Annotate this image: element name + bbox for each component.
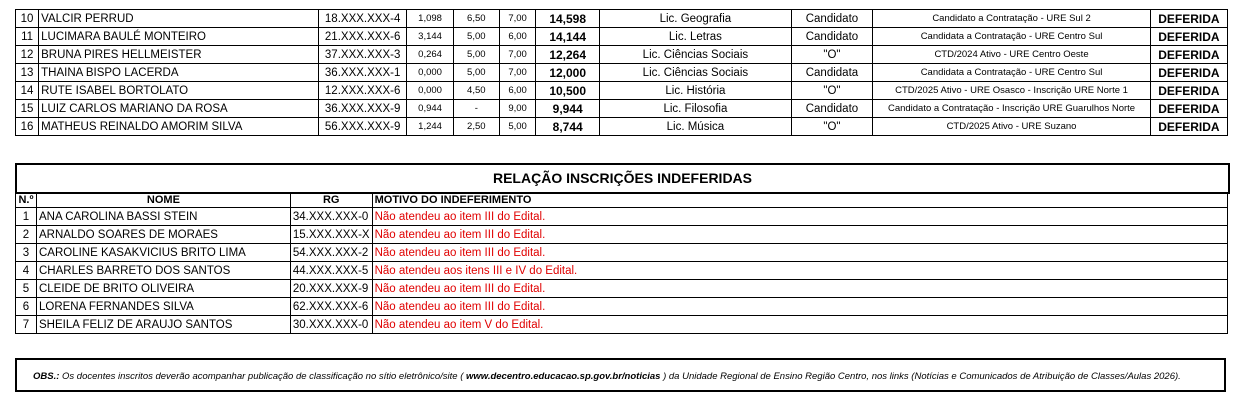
situation-detail: Candidata a Contratação - URE Centro Sul [873, 64, 1151, 82]
candidate-rg: 56.XXX.XXX-9 [318, 118, 407, 136]
obs-label: OBS.: [33, 371, 60, 382]
score-2: 5,00 [453, 28, 499, 46]
score-1: 1,244 [407, 118, 453, 136]
candidate-name: MATHEUS REINALDO AMORIM SILVA [39, 118, 319, 136]
row-number: 14 [16, 82, 39, 100]
approved-table [15, 9, 1228, 136]
candidate-name: BRUNA PIRES HELLMEISTER [39, 46, 319, 64]
row-number: 4 [16, 262, 37, 280]
status-deferida: DEFERIDA [1150, 64, 1227, 82]
candidate-rg: 18.XXX.XXX-4 [318, 10, 407, 28]
candidate-rg: 30.XXX.XXX-0 [290, 316, 372, 334]
degree: Lic. Geografia [600, 10, 792, 28]
degree: Lic. Letras [600, 28, 792, 46]
candidate-rg: 36.XXX.XXX-9 [318, 100, 407, 118]
row-number: 11 [16, 28, 39, 46]
obs-text-1: Os docentes inscritos deverão acompanhar publicação de classificação no sítio eletrônico/site ( [59, 371, 466, 382]
candidate-name: CLEIDE DE BRITO OLIVEIRA [36, 280, 290, 298]
degree: Lic. História [600, 82, 792, 100]
total-score: 12,000 [536, 64, 600, 82]
situation: "O" [791, 118, 872, 136]
table-row [16, 64, 1228, 82]
situation: Candidato [791, 10, 872, 28]
situation-detail: Candidato a Contratação - URE Sul 2 [873, 10, 1151, 28]
rejected-section-title: RELAÇÃO INSCRIÇÕES INDEFERIDAS [15, 163, 1230, 194]
header-number: N.º [16, 193, 37, 208]
candidate-name: SHEILA FELIZ DE ARAUJO SANTOS [36, 316, 290, 334]
score-2: 2,50 [453, 118, 499, 136]
degree: Lic. Filosofia [600, 100, 792, 118]
degree: Lic. Ciências Sociais [600, 46, 792, 64]
rejection-reason: Não atendeu ao item III do Edital. [372, 226, 1227, 244]
candidate-name: VALCIR PERRUD [39, 10, 319, 28]
score-2: 5,00 [453, 46, 499, 64]
degree: Lic. Música [600, 118, 792, 136]
header-name: NOME [36, 193, 290, 208]
degree: Lic. Ciências Sociais [600, 64, 792, 82]
total-score: 8,744 [536, 118, 600, 136]
row-number: 7 [16, 316, 37, 334]
score-1: 0,944 [407, 100, 453, 118]
row-number: 13 [16, 64, 39, 82]
situation-detail: CTD/2025 Ativo - URE Suzano [873, 118, 1151, 136]
score-3: 6,00 [499, 28, 535, 46]
score-3: 7,00 [499, 10, 535, 28]
obs-text-2: ) da Unidade Regional de Ensino Região Centro, nos links (Notícias e Comunicados de Atribuição de Classes/Aulas 2026). [660, 371, 1181, 382]
rejection-reason: Não atendeu ao item III do Edital. [372, 244, 1227, 262]
status-deferida: DEFERIDA [1150, 82, 1227, 100]
score-2: 4,50 [453, 82, 499, 100]
score-3: 7,00 [499, 46, 535, 64]
total-score: 12,264 [536, 46, 600, 64]
score-1: 0,000 [407, 82, 453, 100]
score-1: 3,144 [407, 28, 453, 46]
candidate-rg: 20.XXX.XXX-9 [290, 280, 372, 298]
candidate-rg: 37.XXX.XXX-3 [318, 46, 407, 64]
table-row [16, 10, 1228, 28]
score-3: 9,00 [499, 100, 535, 118]
candidate-name: THAINA BISPO LACERDA [39, 64, 319, 82]
candidate-name: ARNALDO SOARES DE MORAES [36, 226, 290, 244]
table-row [16, 280, 1228, 298]
status-deferida: DEFERIDA [1150, 100, 1227, 118]
situation-detail: Candidato a Contratação - Inscrição URE Guarulhos Norte [873, 100, 1151, 118]
candidate-rg: 15.XXX.XXX-X [290, 226, 372, 244]
table-row [16, 298, 1228, 316]
table-row [16, 82, 1228, 100]
candidate-rg: 21.XXX.XXX-6 [318, 28, 407, 46]
table-row [16, 118, 1228, 136]
rejection-reason: Não atendeu aos itens III e IV do Edital. [372, 262, 1227, 280]
status-deferida: DEFERIDA [1150, 10, 1227, 28]
candidate-rg: 54.XXX.XXX-2 [290, 244, 372, 262]
table-row [16, 226, 1228, 244]
observation-note [15, 358, 1226, 392]
score-3: 7,00 [499, 64, 535, 82]
candidate-name: LUIZ CARLOS MARIANO DA ROSA [39, 100, 319, 118]
candidate-name: RUTE ISABEL BORTOLATO [39, 82, 319, 100]
header-rg: RG [290, 193, 372, 208]
table-row [16, 28, 1228, 46]
candidate-rg: 36.XXX.XXX-1 [318, 64, 407, 82]
situation: "O" [791, 82, 872, 100]
total-score: 14,144 [536, 28, 600, 46]
rejection-reason: Não atendeu ao item III do Edital. [372, 280, 1227, 298]
status-deferida: DEFERIDA [1150, 118, 1227, 136]
candidate-name: CHARLES BARRETO DOS SANTOS [36, 262, 290, 280]
situation: Candidata [791, 64, 872, 82]
situation-detail: CTD/2025 Ativo - URE Osasco - Inscrição URE Norte 1 [873, 82, 1151, 100]
row-number: 1 [16, 208, 37, 226]
obs-url: www.decentro.educacao.sp.gov.br/noticias [466, 371, 661, 382]
candidate-name: LORENA FERNANDES SILVA [36, 298, 290, 316]
header-reason: MOTIVO DO INDEFERIMENTO [372, 193, 1227, 208]
candidate-rg: 44.XXX.XXX-5 [290, 262, 372, 280]
score-1: 1,098 [407, 10, 453, 28]
situation-detail: Candidata a Contratação - URE Centro Sul [873, 28, 1151, 46]
row-number: 10 [16, 10, 39, 28]
score-2: 5,00 [453, 64, 499, 82]
rejection-reason: Não atendeu ao item III do Edital. [372, 298, 1227, 316]
score-3: 6,00 [499, 82, 535, 100]
rejected-table [15, 192, 1228, 334]
row-number: 5 [16, 280, 37, 298]
total-score: 9,944 [536, 100, 600, 118]
table-row [16, 244, 1228, 262]
situation: Candidato [791, 100, 872, 118]
table-row [16, 208, 1228, 226]
row-number: 6 [16, 298, 37, 316]
score-1: 0,000 [407, 64, 453, 82]
status-deferida: DEFERIDA [1150, 28, 1227, 46]
score-2: - [453, 100, 499, 118]
table-row [16, 316, 1228, 334]
situation: "O" [791, 46, 872, 64]
rejected-header-row [16, 193, 1228, 208]
candidate-rg: 34.XXX.XXX-0 [290, 208, 372, 226]
rejection-reason: Não atendeu ao item III do Edital. [372, 208, 1227, 226]
table-row [16, 100, 1228, 118]
row-number: 2 [16, 226, 37, 244]
score-1: 0,264 [407, 46, 453, 64]
score-3: 5,00 [499, 118, 535, 136]
table-row [16, 262, 1228, 280]
candidate-name: CAROLINE KASAKVICIUS BRITO LIMA [36, 244, 290, 262]
row-number: 15 [16, 100, 39, 118]
row-number: 3 [16, 244, 37, 262]
situation-detail: CTD/2024 Ativo - URE Centro Oeste [873, 46, 1151, 64]
total-score: 14,598 [536, 10, 600, 28]
candidate-rg: 62.XXX.XXX-6 [290, 298, 372, 316]
score-2: 6,50 [453, 10, 499, 28]
status-deferida: DEFERIDA [1150, 46, 1227, 64]
candidate-name: ANA CAROLINA BASSI STEIN [36, 208, 290, 226]
row-number: 12 [16, 46, 39, 64]
candidate-rg: 12.XXX.XXX-6 [318, 82, 407, 100]
situation: Candidato [791, 28, 872, 46]
total-score: 10,500 [536, 82, 600, 100]
row-number: 16 [16, 118, 39, 136]
candidate-name: LUCIMARA BAULÉ MONTEIRO [39, 28, 319, 46]
rejection-reason: Não atendeu ao item V do Edital. [372, 316, 1227, 334]
table-row [16, 46, 1228, 64]
